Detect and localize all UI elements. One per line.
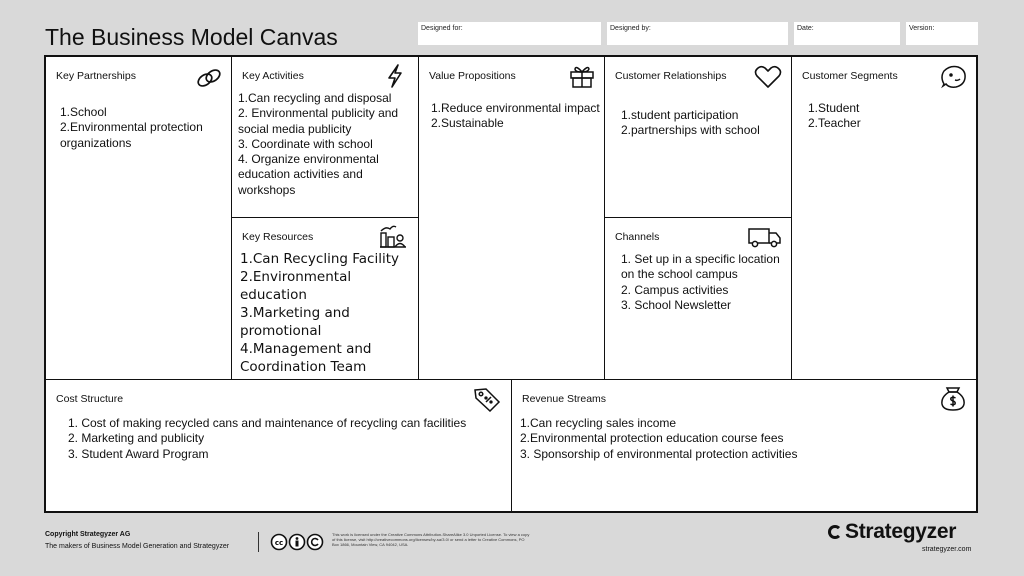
attribution-icon bbox=[290, 535, 305, 550]
list-item: 1.Reduce environmental impact bbox=[431, 101, 600, 115]
designed-by-label: Designed by: bbox=[610, 25, 651, 32]
customer-segments-block bbox=[792, 57, 978, 379]
copyright-text: Copyright Strategyzer AG bbox=[45, 531, 131, 538]
block-title: Revenue Streams bbox=[522, 393, 607, 405]
revenue-streams-block bbox=[512, 379, 978, 513]
page-title: The Business Model Canvas bbox=[45, 24, 338, 50]
value-propositions-list bbox=[431, 101, 601, 132]
list-item: 1.Student bbox=[808, 101, 860, 115]
link-icon bbox=[194, 65, 224, 91]
block-title: Customer Segments bbox=[802, 70, 898, 82]
list-item: 2.Environmental protection organizations bbox=[60, 120, 203, 150]
key-resources-block bbox=[232, 218, 419, 379]
cc-icon bbox=[272, 535, 287, 550]
list-item: 2.Teacher bbox=[808, 116, 861, 131]
block-title: Value Propositions bbox=[429, 70, 516, 82]
list-item: 1.Can recycling and disposal bbox=[238, 91, 392, 105]
lightning-icon bbox=[384, 63, 406, 89]
heart-icon bbox=[753, 64, 783, 90]
value-propositions-block bbox=[419, 57, 605, 379]
license-icons bbox=[270, 533, 326, 551]
list-item: 2. Environmental publicity and social media publicity bbox=[238, 106, 399, 136]
date-label: Date: bbox=[797, 25, 814, 32]
money-bag-icon bbox=[938, 386, 968, 412]
strategyzer-logo-icon bbox=[828, 525, 842, 539]
list-item: 4. Organize environmental education activities and workshops bbox=[238, 152, 379, 197]
key-activities-block bbox=[232, 57, 419, 218]
list-item: 1.School bbox=[60, 105, 107, 119]
key-partnerships-list bbox=[60, 105, 228, 151]
block-title: Key Resources bbox=[242, 231, 314, 243]
channels-block bbox=[605, 218, 792, 379]
list-item: 4.Management and Coordination Team bbox=[240, 341, 372, 375]
key-partnerships-block bbox=[46, 57, 232, 379]
list-item: 3.Marketing and promotional bbox=[240, 305, 350, 339]
list-item: 3. Sponsorship of environmental protection activities bbox=[520, 446, 798, 461]
strategyzer-logo[interactable] bbox=[828, 520, 956, 544]
customer-segments-list bbox=[808, 101, 968, 132]
list-item: 2. Campus activities bbox=[621, 282, 729, 297]
list-item: 2. Marketing and publicity bbox=[68, 431, 205, 446]
block-title: Cost Structure bbox=[56, 393, 124, 405]
cost-structure-list bbox=[68, 416, 488, 462]
business-model-canvas bbox=[44, 55, 978, 513]
list-item: 2.Environmental protection education course fees bbox=[520, 431, 784, 446]
footer-divider bbox=[258, 532, 259, 552]
revenue-streams-list bbox=[520, 416, 960, 462]
version-label: Version: bbox=[909, 25, 935, 32]
list-item: 1.Can recycling sales income bbox=[520, 416, 677, 430]
list-item: 1. Cost of making recycled cans and maintenance of recycling can facilities bbox=[68, 416, 467, 430]
customer-relationships-block bbox=[605, 57, 792, 218]
list-item: 3. Coordinate with school bbox=[238, 136, 373, 151]
list-item: 3. School Newsletter bbox=[621, 297, 732, 312]
list-item: 2.Sustainable bbox=[431, 116, 504, 131]
block-title: Key Partnerships bbox=[56, 70, 136, 82]
list-item: 3. Student Award Program bbox=[68, 446, 209, 461]
block-title: Channels bbox=[615, 231, 660, 243]
brand-url[interactable]: strategyzer.com bbox=[922, 546, 972, 553]
license-text: This work is licensed under the Creative Commons Attribution-ShareAlike 3.0 Unported License. To view a copy of this license, visit http://creativecommons.org/licenses/by-sa/3.0/ or send a letter to Creative Commons, PO Box 1866, Mountain View, CA 94042, USA. bbox=[332, 532, 530, 547]
gift-icon bbox=[567, 63, 597, 89]
list-item: 1.Can Recycling Facility bbox=[240, 251, 400, 267]
list-item: 1. Set up in a specific location on the school campus bbox=[621, 252, 780, 282]
key-resources-list bbox=[240, 250, 418, 376]
svg-text:cc: cc bbox=[274, 539, 284, 547]
key-activities-list bbox=[238, 91, 416, 198]
date-field[interactable] bbox=[794, 22, 900, 45]
price-tag-icon bbox=[472, 386, 502, 412]
list-item: 2.partnerships with school bbox=[621, 123, 760, 138]
designed-for-field[interactable] bbox=[418, 22, 601, 45]
list-item: 2.Environmental education bbox=[240, 269, 352, 303]
face-icon bbox=[938, 64, 968, 90]
makers-text: The makers of Business Model Generation and Strategyzer bbox=[45, 543, 230, 550]
block-title: Key Activities bbox=[242, 70, 304, 82]
share-alike-icon bbox=[308, 535, 323, 550]
cost-structure-block bbox=[46, 379, 512, 513]
designed-by-field[interactable] bbox=[607, 22, 788, 45]
version-field[interactable] bbox=[906, 22, 978, 45]
truck-icon bbox=[747, 223, 783, 249]
list-item: 1.student participation bbox=[621, 108, 739, 122]
channels-list bbox=[621, 252, 789, 313]
designed-for-label: Designed for: bbox=[421, 25, 463, 32]
brand-name: Strategyzer bbox=[845, 520, 957, 543]
factory-icon bbox=[378, 223, 408, 249]
customer-relationships-list bbox=[621, 108, 789, 139]
block-title: Customer Relationships bbox=[615, 70, 727, 82]
